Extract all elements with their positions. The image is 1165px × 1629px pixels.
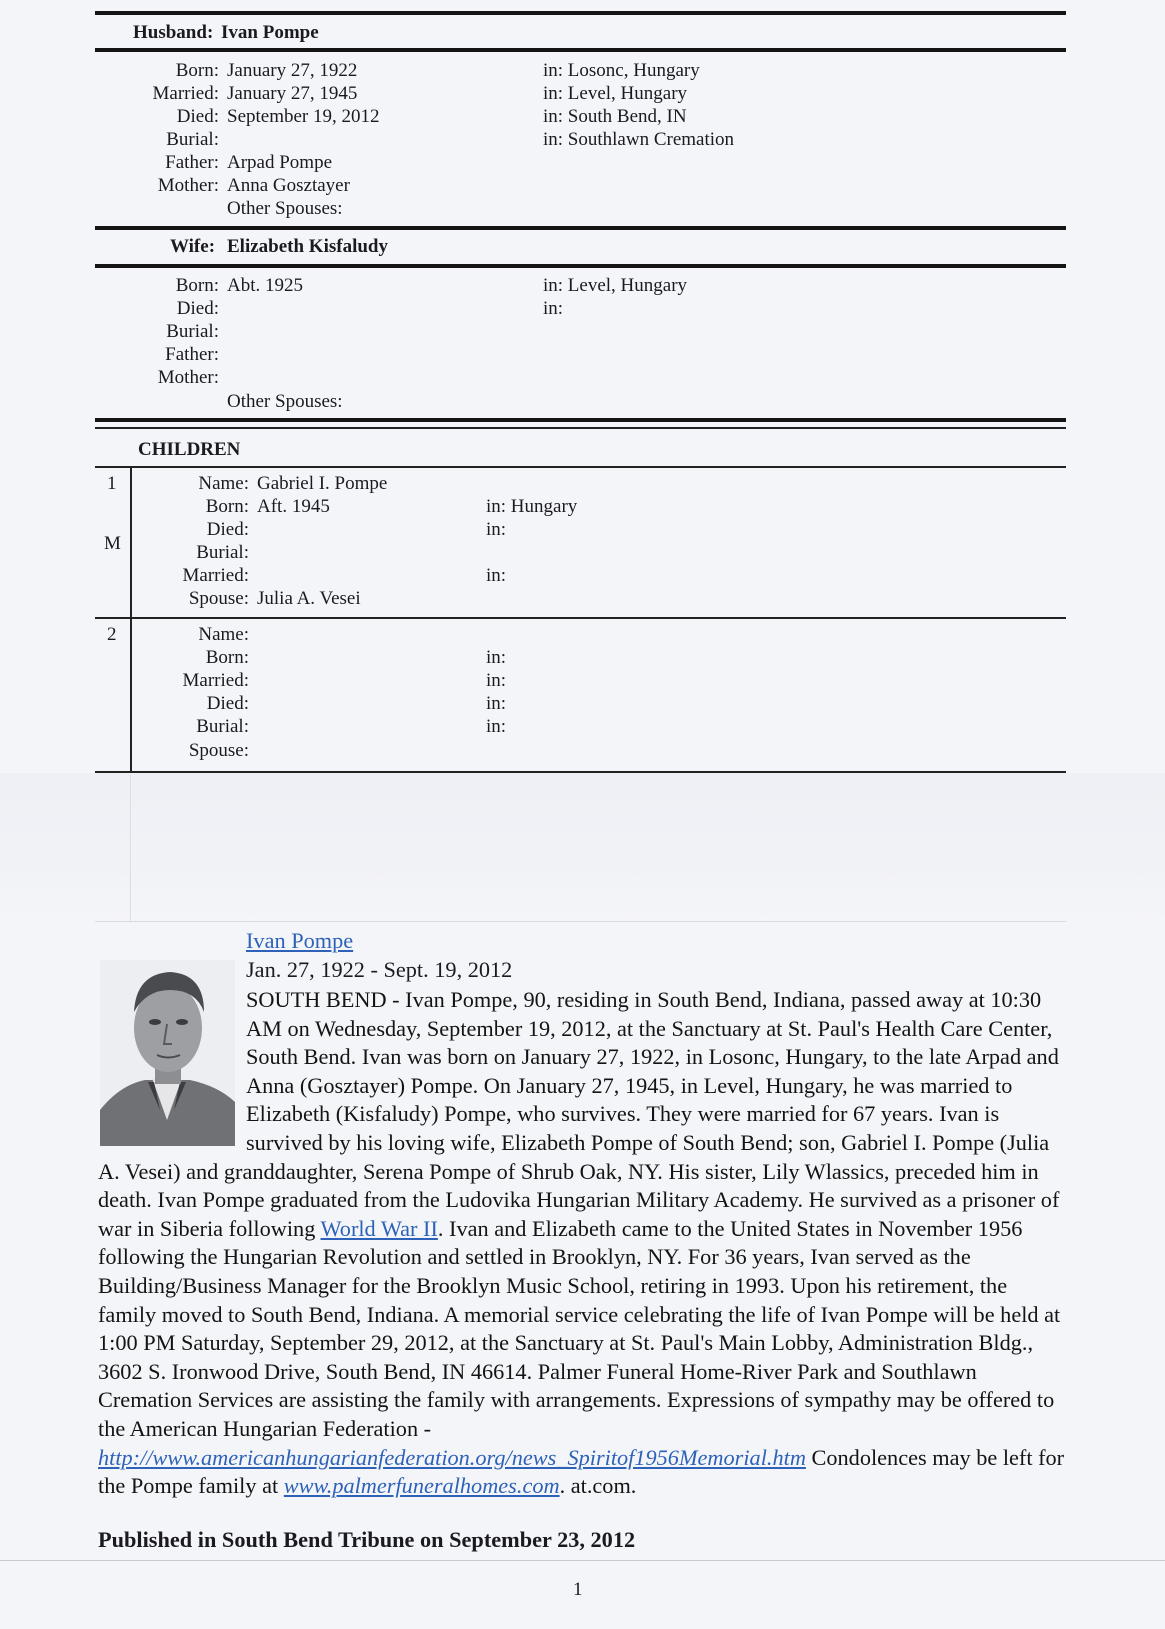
husband-married-value: January 27, 1945 <box>227 83 358 104</box>
child1-married-label: Married: <box>182 565 249 586</box>
child2-born-label: Born: <box>205 647 249 668</box>
child1-born-value: Aft. 1945 <box>257 496 330 517</box>
scan-fold-shade <box>0 773 1165 923</box>
husband-father-value: Arpad Pompe <box>227 152 333 173</box>
husband-born-value: January 27, 1922 <box>227 60 358 81</box>
page-number: 1 <box>573 1579 583 1600</box>
child1-bottom-rule <box>95 617 1066 619</box>
obituary-dates: Jan. 27, 1922 - Sept. 19, 2012 <box>246 957 513 982</box>
show-through-divider <box>130 775 131 921</box>
child1-burial-label: Burial: <box>196 542 249 563</box>
wife-born-value: Abt. 1925 <box>227 275 303 296</box>
child1-sex: M <box>104 533 121 554</box>
child1-married-place: in: <box>486 565 507 586</box>
child2-born-place: in: <box>486 647 507 668</box>
children-top-rule <box>95 418 1066 422</box>
wife-name: Elizabeth Kisfaludy <box>227 236 388 257</box>
obituary-text-4: . at.com. <box>559 1473 637 1499</box>
husband-died-place: in: South Bend, IN <box>543 106 687 127</box>
obituary-name <box>246 928 353 954</box>
child1-number: 1 <box>107 473 117 494</box>
child1-name-value: Gabriel I. Pompe <box>257 473 388 494</box>
wife-born-place: in: Level, Hungary <box>543 275 688 296</box>
obituary-name-link[interactable]: Ivan Pompe <box>246 928 354 953</box>
child2-died-place: in: <box>486 693 507 714</box>
wife-father-label: Father: <box>165 344 219 365</box>
husband-burial-label: Burial: <box>166 129 219 150</box>
published-line: Published in South Bend Tribune on September 23, 2012 <box>98 1527 636 1552</box>
child1-died-label: Died: <box>206 519 249 540</box>
child1-spouse-label: Spouse: <box>188 588 249 609</box>
husband-born-place: in: Losonc, Hungary <box>543 60 700 81</box>
child2-name-label: Name: <box>198 624 249 645</box>
husband-mother-label: Mother: <box>157 175 219 196</box>
children-header-rule <box>95 466 1066 468</box>
footer-rule <box>0 1560 1165 1561</box>
child2-number: 2 <box>107 624 117 645</box>
husband-header-rule <box>95 48 1066 52</box>
obituary-text-1: SOUTH BEND - Ivan Pompe, 90, residing in South Bend, Indiana, passed away at 10:30 AM on Wednesday, September 19, 2012, at the Sanctuary at St. Paul's Health Care Center, South Bend. Ivan was born on January 27, 1922, in Losonc, Hungary, to the late Arpad and Anna (Gosztayer) Pompe. On January 27, 1945, in Level, Hungary, he was married to Elizabeth (Kisfaludy) Pompe, who survives. They were married for 67 years. Ivan is survived by his loving wife, Elizabeth Pompe of South Bend; son, Gabriel I. Pompe (Julia A. Vesei) and granddaughter, Serena Pompe of Shrub Oak, NY. His sister, Lily Wlassics, preceded him in death. Ivan Pompe graduated from the Ludovika Hungarian Military Academy. He survived as a prisoner of war in Siberia following <box>98 987 1060 1241</box>
wife-top-rule <box>95 226 1066 230</box>
show-through-rule <box>95 921 1066 922</box>
world-war-ii-link[interactable]: World War II <box>320 1215 438 1241</box>
husband-other-spouses-label: Other Spouses: <box>227 198 343 219</box>
obituary-text-3: Condolences may be left for the Pompe family at <box>98 1444 1065 1499</box>
child1-born-label: Born: <box>205 496 249 517</box>
wife-born-label: Born: <box>175 275 219 296</box>
husband-died-value: September 19, 2012 <box>227 106 380 127</box>
child2-spouse-label: Spouse: <box>188 740 249 761</box>
husband-married-place: in: Level, Hungary <box>543 83 688 104</box>
children-title: CHILDREN <box>138 439 241 460</box>
child1-born-place: in: Hungary <box>486 496 578 517</box>
wife-header-label: Wife: <box>170 236 216 257</box>
wife-header-rule <box>95 264 1066 268</box>
wife-burial-label: Burial: <box>166 321 219 342</box>
husband-married-label: Married: <box>152 83 219 104</box>
children-top-rule-2 <box>95 427 1066 429</box>
palmer-funeral-homes-link[interactable]: www.palmerfuneralhomes.com <box>283 1473 560 1499</box>
husband-died-label: Died: <box>176 106 219 127</box>
husband-header-label: Husband: <box>133 22 214 43</box>
children-column-divider <box>130 467 132 772</box>
husband-born-label: Born: <box>175 60 219 81</box>
child1-spouse-value: Julia A. Vesei <box>257 588 361 609</box>
husband-mother-value: Anna Gosztayer <box>227 175 350 196</box>
wife-mother-label: Mother: <box>157 367 219 388</box>
child1-died-place: in: <box>486 519 507 540</box>
wife-died-label: Died: <box>176 298 219 319</box>
obituary-text-2: . Ivan and Elizabeth came to the United States in November 1956 following the Hungarian Revolution and settled in Brooklyn, NY. For 36 years, Ivan served as the Building/Business Manager for the Brooklyn Music School, retiring in 1993. Upon his retirement, the family moved to South Bend, Indiana. A memorial service celebrating the life of Ivan Pompe will be held at 1:00 PM Saturday, September 29, 2012, at the Sanctuary at St. Paul's Main Lobby, Administration Bldg., 3602 S. Ironwood Drive, South Bend, IN 46614. Palmer Funeral Home-River Park and Southlawn Cremation Services are assisting the family with arrangements. Expressions of sympathy may be offered to the American Hungarian Federation - <box>98 1215 1061 1441</box>
wife-other-spouses-label: Other Spouses: <box>227 391 343 412</box>
obituary-float-spacer <box>98 986 246 1156</box>
child2-married-label: Married: <box>182 670 249 691</box>
child2-burial-place: in: <box>486 716 507 737</box>
wife-died-place: in: <box>543 298 564 319</box>
obituary-body <box>98 986 1066 1501</box>
husband-name: Ivan Pompe <box>221 22 319 43</box>
husband-burial-place: in: Southlawn Cremation <box>543 129 735 150</box>
child2-married-place: in: <box>486 670 507 691</box>
ahf-memorial-link[interactable]: http://www.americanhungarianfederation.org/news_Spiritof1956Memorial.htm <box>98 1444 806 1470</box>
child2-died-label: Died: <box>206 693 249 714</box>
child2-burial-label: Burial: <box>196 716 249 737</box>
husband-top-rule <box>95 11 1066 15</box>
child1-name-label: Name: <box>198 473 249 494</box>
husband-father-label: Father: <box>165 152 219 173</box>
